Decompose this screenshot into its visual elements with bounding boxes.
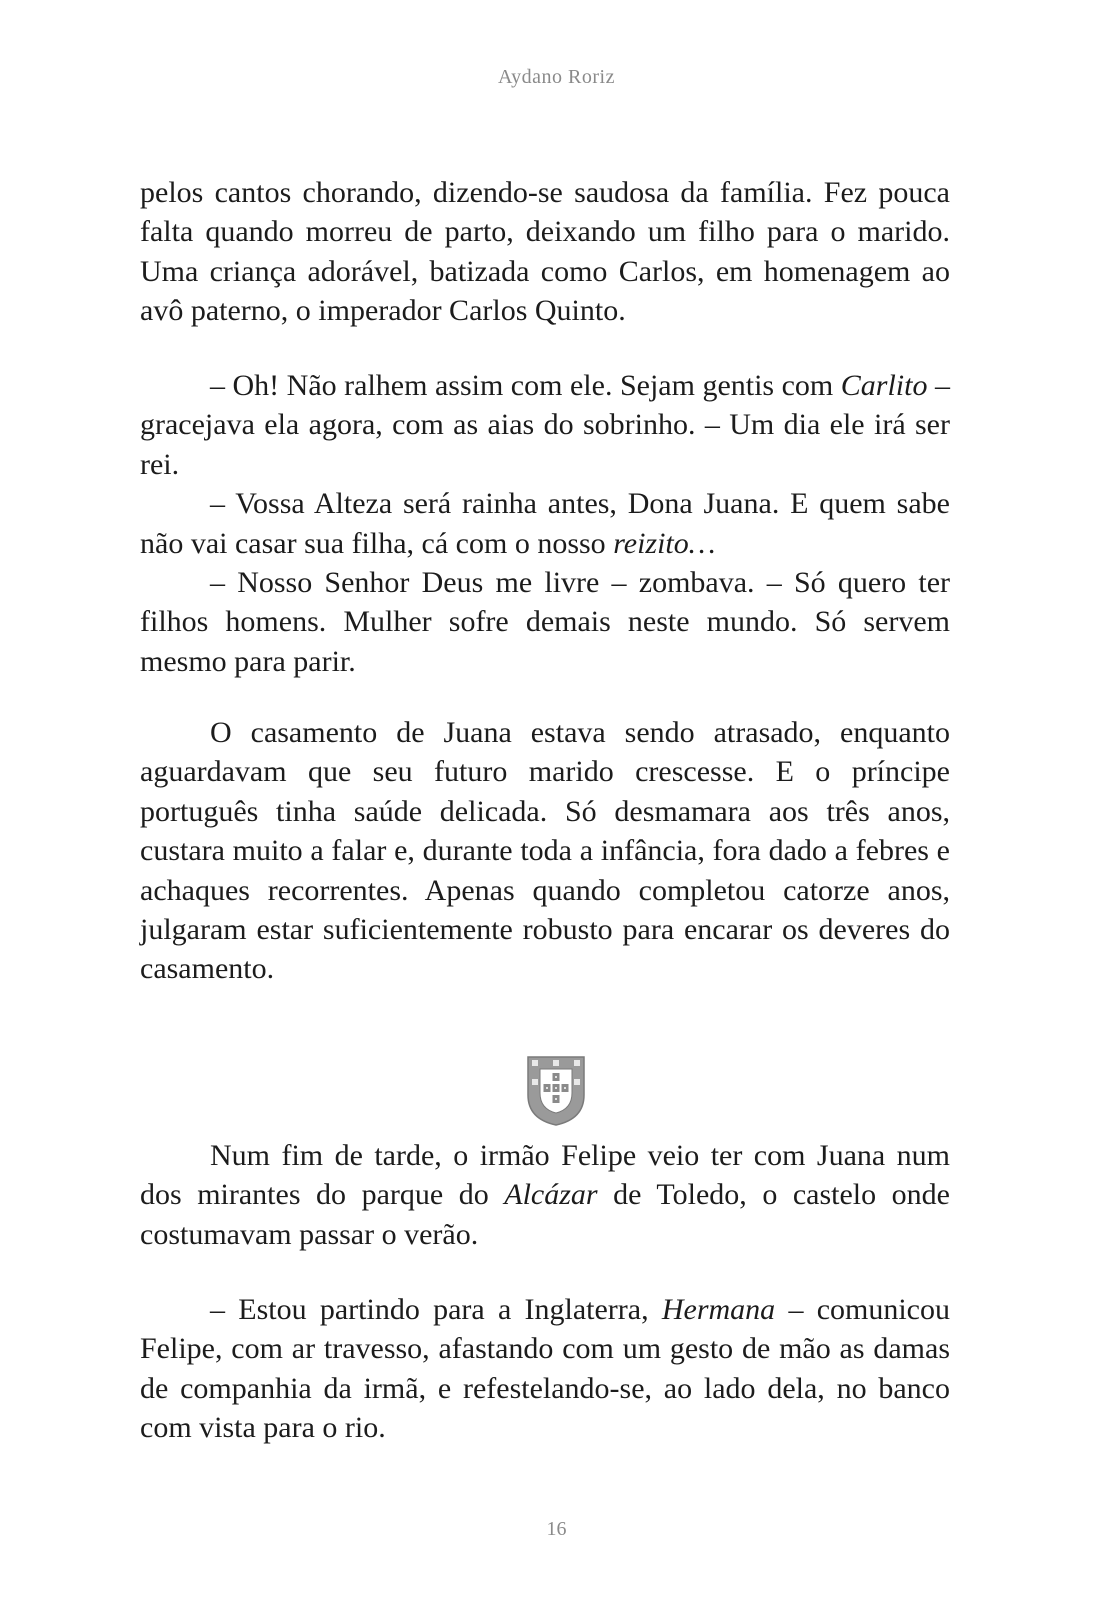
text-block-4 (140, 1136, 950, 1254)
paragraph-7 (140, 1290, 950, 1448)
running-head-author: Aydano Roriz (498, 66, 615, 88)
portuguese-coat-of-arms-icon (526, 1055, 586, 1127)
text-block-1 (140, 173, 950, 331)
paragraph-3 (140, 484, 950, 563)
paragraph-2-text-b: – gracejava ela agora, com as aias do sobrinho. – Um dia ele irá ser rei. (140, 369, 950, 481)
paragraph-2 (140, 366, 950, 484)
page-number: 16 (546, 1518, 567, 1540)
paragraph-2-italic: Carlito (840, 369, 928, 402)
paragraph-7-italic: Hermana (661, 1293, 776, 1326)
paragraph-4: – Nosso Senhor Deus me livre – zombava. – Só quero ter filhos homens. Mulher sofre demais neste mundo. Só servem mesmo para parir. (140, 566, 950, 678)
paragraph-3-text-a: – Vossa Alteza será rainha antes, Dona Juana. E quem sabe não vai casar sua filha, cá com o nosso (140, 487, 950, 560)
paragraph-6-italic: Alcázar (504, 1178, 598, 1212)
paragraph-3-italic: reizito… (613, 526, 716, 560)
paragraph-5: O casamento de Juana estava sendo atrasado, enquanto aguardavam que seu futuro marido crescesse. E o príncipe português tinha saúde delicada. Só desmamara aos três anos, custara muito a falar e, durante toda a infância, fora dado a febres e achaques recorrentes. Apenas quando completou catorze anos, julgaram estar suficientemente robusto para encarar os deveres do casamento. (140, 716, 950, 986)
paragraph-7-text-b: – comunicou Felipe, com ar travesso, afastando com um gesto de mão as damas de companhia da irmã, e refestelando-se, ao lado dela, no banco com vista para o rio. (140, 1293, 950, 1445)
text-block-2 (140, 366, 950, 681)
paragraph-7-text-a: – Estou partindo para a Inglaterra, (210, 1293, 662, 1326)
paragraph-6 (140, 1136, 950, 1254)
text-block-5 (140, 1290, 950, 1448)
paragraph-6-text-a: Num fim de tarde, o irmão Felipe veio ter com Juana num dos mirantes do parque do (140, 1139, 950, 1212)
text-block-3 (140, 713, 950, 989)
paragraph-1: pelos cantos chorando, dizendo-se saudosa da família. Fez pouca falta quando morreu de parto, deixando um filho para o marido. Uma criança adorável, batizada como Carlos, em homenagem ao avô paterno, o imperador Carlos Quinto. (140, 176, 950, 328)
paragraph-6-text-b: de Toledo, o castelo onde costumavam passar o verão. (140, 1178, 950, 1251)
paragraph-2-text-a: – Oh! Não ralhem assim com ele. Sejam gentis com (210, 369, 841, 402)
